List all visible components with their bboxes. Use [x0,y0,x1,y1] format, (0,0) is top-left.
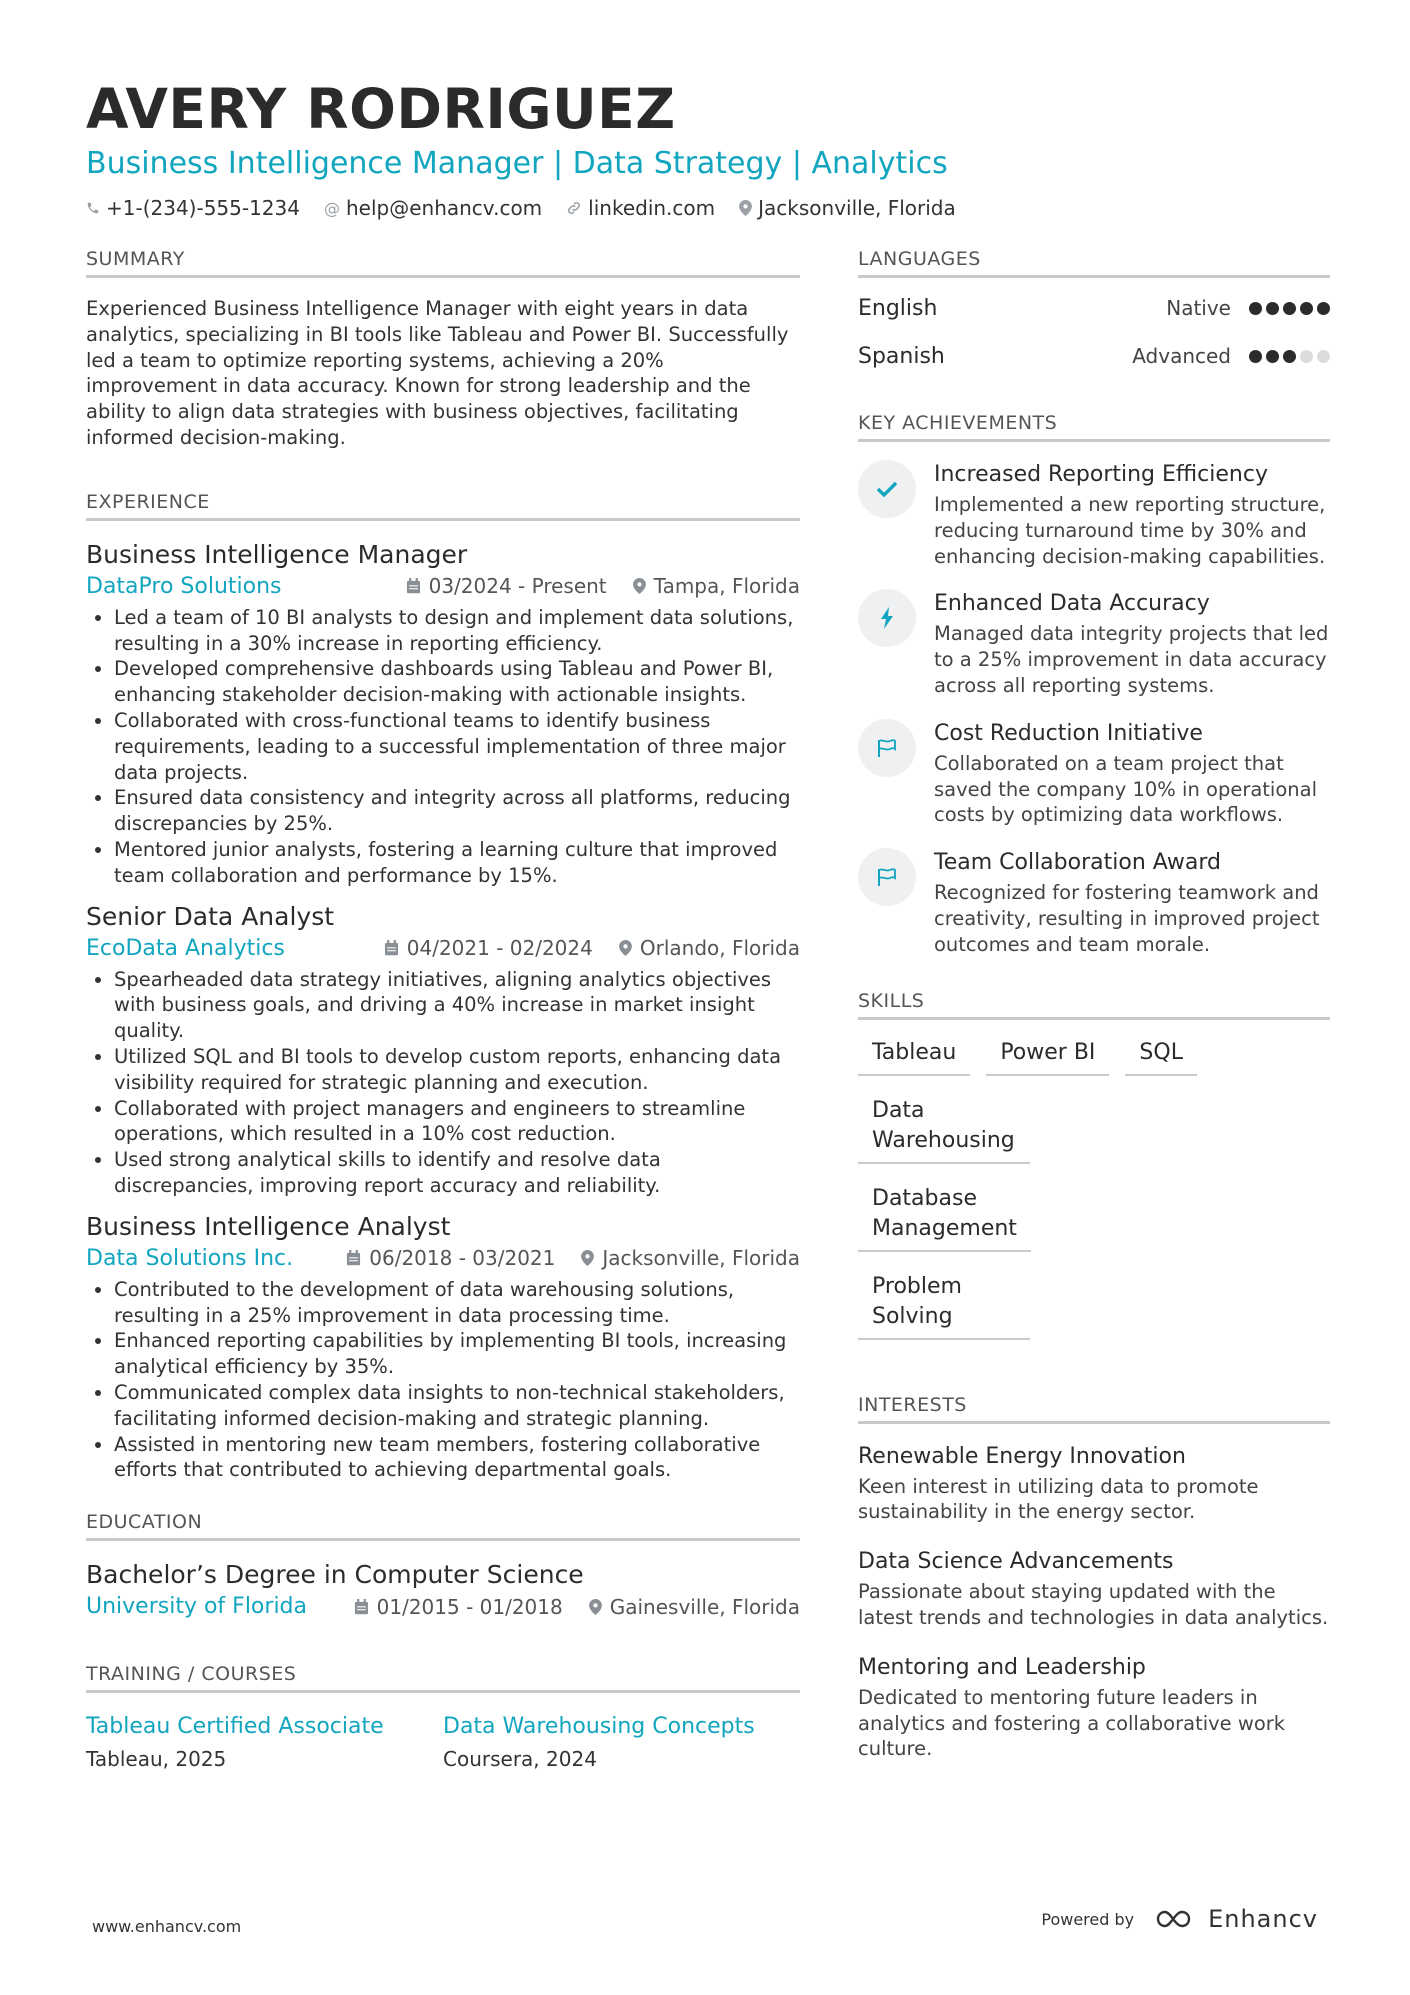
languages-heading: LANGUAGES [858,248,1330,278]
rating-dot [1283,350,1296,363]
interest-list [858,1442,1330,1763]
achievement-title: Cost Reduction Initiative [934,720,1203,746]
skill-tag: Power BI [986,1038,1109,1076]
bolt-icon [858,589,916,647]
bullet-item: • Developed comprehensive dashboards using Tableau and Power BI, enhancing stakeholder decision-making with actionable insights. [114,656,800,708]
job-dates [384,936,593,960]
brand-name: Enhancv [1208,1905,1318,1933]
linkedin-text: linkedin.com [588,196,716,220]
contact-location [739,196,956,220]
job-bullets [86,967,800,1199]
bullet-item: • Spearheaded data strategy initiatives, aligning analytics objectives with business goals, and driving a 40% increase in market insight quality. [114,967,800,1044]
summary-section [86,248,800,451]
job-title: Senior Data Analyst [86,901,335,931]
bullet-item: • Used strong analytical skills to identify and resolve data discrepancies, improving report accuracy and reliability. [114,1147,800,1199]
contact-linkedin[interactable] [566,196,715,220]
company-name: Data Solutions Inc. [86,1245,294,1271]
job-dates-text: 03/2024 - Present [428,574,607,599]
interests-section [858,1394,1330,1763]
job-bullets [86,1277,800,1483]
calendar-icon [384,940,399,956]
rating-dot [1317,350,1330,363]
achievement-desc: Collaborated on a team project that saved the company 10% in operational costs by optimizing data workflows. [934,751,1318,827]
location-pin-icon [633,578,646,594]
achievement-title: Enhanced Data Accuracy [934,591,1210,617]
job-title: Business Intelligence Manager [86,539,468,569]
course-provider: Coursera, 2024 [443,1747,597,1772]
summary-heading: SUMMARY [86,248,800,278]
bullet-item: • Utilized SQL and BI tools to develop custom reports, enhancing data visibility required for strategic planning and execution. [114,1044,800,1096]
achievement-desc: Recognized for fostering teamwork and creativity, resulting in improved project outcomes and team morale. [934,881,1320,956]
education-meta [86,1594,800,1619]
training-section [86,1663,800,1771]
job-location-text: Jacksonville, Florida [602,1246,800,1271]
company-name: EcoData Analytics [86,935,285,961]
course-item [443,1711,800,1771]
job-dates-text: 06/2018 - 03/2021 [369,1246,556,1271]
resume-page [86,77,1330,1772]
interest-item [858,1653,1330,1762]
experience-section [86,491,800,1483]
powered-by-label: Powered by [1041,1909,1135,1929]
interest-desc: Keen interest in utilizing data to promote sustainability in the energy sector. [858,1474,1259,1524]
job-location [581,1246,800,1270]
education-heading: EDUCATION [86,1511,800,1541]
bullet-item: • Enhanced reporting capabilities by implementing BI tools, increasing analytical efficiency by 35%. [114,1328,800,1380]
achievement-item [858,460,1330,569]
achievement-item [858,589,1330,698]
footer-branding [1041,1905,1318,1933]
job-entry [86,901,800,1199]
achievements-heading: KEY ACHIEVEMENTS [858,412,1330,442]
interest-desc: Dedicated to mentoring future leaders in analytics and fostering a collaborative work culture. [858,1685,1286,1761]
achievement-item [858,848,1330,957]
left-column [86,248,800,1771]
skill-tag: SQL [1125,1038,1197,1076]
location-pin-icon [619,940,632,956]
email-text: help@enhancv.com [345,196,543,220]
candidate-name: AVERY RODRIGUEZ [86,77,676,141]
language-row [858,284,1330,332]
bullet-item: • Ensured data consistency and integrity across all platforms, reducing discrepancies by 25%. [114,785,800,837]
course-provider: Tableau, 2025 [86,1747,227,1772]
rating-dot [1317,302,1330,315]
course-item [86,1711,443,1771]
rating-dot [1300,302,1313,315]
education-location [589,1595,800,1619]
skill-tag: Database Management [858,1184,1031,1252]
candidate-title: Business Intelligence Manager | Data Strategy | Analytics [86,146,948,181]
language-level: Native [1166,296,1231,320]
achievement-title: Team Collaboration Award [934,850,1222,876]
skill-list [858,1038,1330,1340]
interest-title: Data Science Advancements [858,1549,1174,1575]
bullet-item: • Communicated complex data insights to non-technical stakeholders, facilitating informed decision-making and strategic planning. [114,1380,800,1432]
language-name: Spanish [858,343,945,369]
training-heading: TRAINING / COURSES [86,1663,800,1693]
interest-title: Mentoring and Leadership [858,1654,1146,1680]
bullet-item: • Led a team of 10 BI analysts to design and implement data solutions, resulting in a 30% increase in reporting efficiency. [114,605,800,657]
interests-heading: INTERESTS [858,1394,1330,1424]
calendar-icon [354,1599,369,1615]
interest-desc: Passionate about staying updated with the latest trends and technologies in data analytics. [858,1580,1329,1629]
job-title: Business Intelligence Analyst [86,1211,451,1241]
contact-email[interactable] [324,196,542,220]
job-location [633,574,800,598]
summary-text: Experienced Business Intelligence Manager with eight years in data analytics, specializing in BI tools like Tableau and Power BI. Successfully led a team to optimize reporting systems, achieving a 20% improvement in data accuracy. Known for strong leadership and the ability to align data strategies with business objectives, facilitating informed decision-making. [86,297,789,449]
rating-dot [1283,302,1296,315]
location-text: Jacksonville, Florida [758,196,956,220]
job-entry [86,539,800,889]
bullet-item: • Contributed to the development of data warehousing solutions, resulting in a 25% improvement in data processing time. [114,1277,800,1329]
enhancv-logo-icon [1154,1908,1198,1930]
job-dates-text: 04/2021 - 02/2024 [406,936,593,961]
language-name: English [858,295,938,321]
language-row [858,332,1330,380]
course-name: Data Warehousing Concepts [443,1714,755,1740]
interest-title: Renewable Energy Innovation [858,1443,1186,1469]
job-dates [346,1246,555,1270]
location-pin-icon [589,1599,602,1615]
education-section [86,1511,800,1619]
education-dates [354,1595,563,1619]
interest-item [858,1547,1330,1631]
achievement-desc: Implemented a new reporting structure, reducing turnaround time by 30% and enhancing decision-making capabilities. [934,493,1326,568]
skill-tag: Data Warehousing [858,1096,1030,1164]
phone-text: +1-(234)-555-1234 [106,196,300,220]
rating-dot [1266,350,1279,363]
experience-heading: EXPERIENCE [86,491,800,521]
job-location [619,936,800,960]
languages-section [858,248,1330,380]
job-location-text: Orlando, Florida [639,936,800,961]
job-bullets [86,605,800,889]
skills-section [858,990,1330,1340]
language-rating [1249,302,1330,315]
education-location-text: Gainesville, Florida [609,1594,800,1619]
language-rating [1249,350,1330,363]
interest-item [858,1442,1330,1526]
language-list [858,284,1330,380]
location-pin-icon [739,200,752,216]
flag-icon [858,719,916,777]
school-name: University of Florida [86,1594,307,1620]
skill-tag: Problem Solving [858,1272,1030,1340]
job-location-text: Tampa, Florida [653,574,800,599]
language-level: Advanced [1132,344,1231,368]
job-entry [86,1211,800,1483]
right-column [858,248,1330,1784]
rating-dot [1249,350,1262,363]
education-dates-text: 01/2015 - 01/2018 [376,1594,563,1619]
job-meta [86,1246,800,1271]
company-name: DataPro Solutions [86,573,282,599]
rating-dot [1249,302,1262,315]
job-dates [406,574,607,598]
contact-phone [86,196,300,220]
course-list [86,1711,800,1771]
location-pin-icon [581,1250,594,1266]
bullet-item: • Mentored junior analysts, fostering a learning culture that improved team collaboration and performance by 15%. [114,837,800,889]
calendar-icon [346,1250,361,1266]
calendar-icon [406,578,421,594]
bullet-item: • Collaborated with cross-functional teams to identify business requirements, leading to a successful implementation of three major data projects. [114,708,800,785]
bullet-item: • Assisted in mentoring new team members, fostering collaborative efforts that contributed to achieving departmental goals. [114,1432,800,1484]
job-list [86,539,800,1483]
job-meta [86,936,800,961]
footer-website[interactable]: www.enhancv.com [92,1917,242,1936]
job-meta [86,574,800,599]
achievement-item [858,719,1330,828]
flag-icon [858,848,916,906]
skill-tag: Tableau [858,1038,970,1076]
check-icon [858,460,916,518]
skills-heading: SKILLS [858,990,1330,1020]
phone-icon [86,201,100,215]
achievement-list [858,460,1330,958]
rating-dot [1300,350,1313,363]
contact-bar [86,196,1330,220]
achievements-section [858,412,1330,958]
bullet-item: • Collaborated with project managers and engineers to streamline operations, which resulted in a 10% cost reduction. [114,1096,800,1148]
degree-title: Bachelor’s Degree in Computer Science [86,1560,584,1590]
brand-logo[interactable] [1154,1905,1318,1933]
course-name: Tableau Certified Associate [86,1714,384,1740]
at-icon: @ [323,198,340,218]
achievement-desc: Managed data integrity projects that led to a 25% improvement in data accuracy across all reporting systems. [934,622,1329,697]
link-icon [566,200,582,216]
achievement-title: Increased Reporting Efficiency [934,462,1268,487]
rating-dot [1266,302,1279,315]
